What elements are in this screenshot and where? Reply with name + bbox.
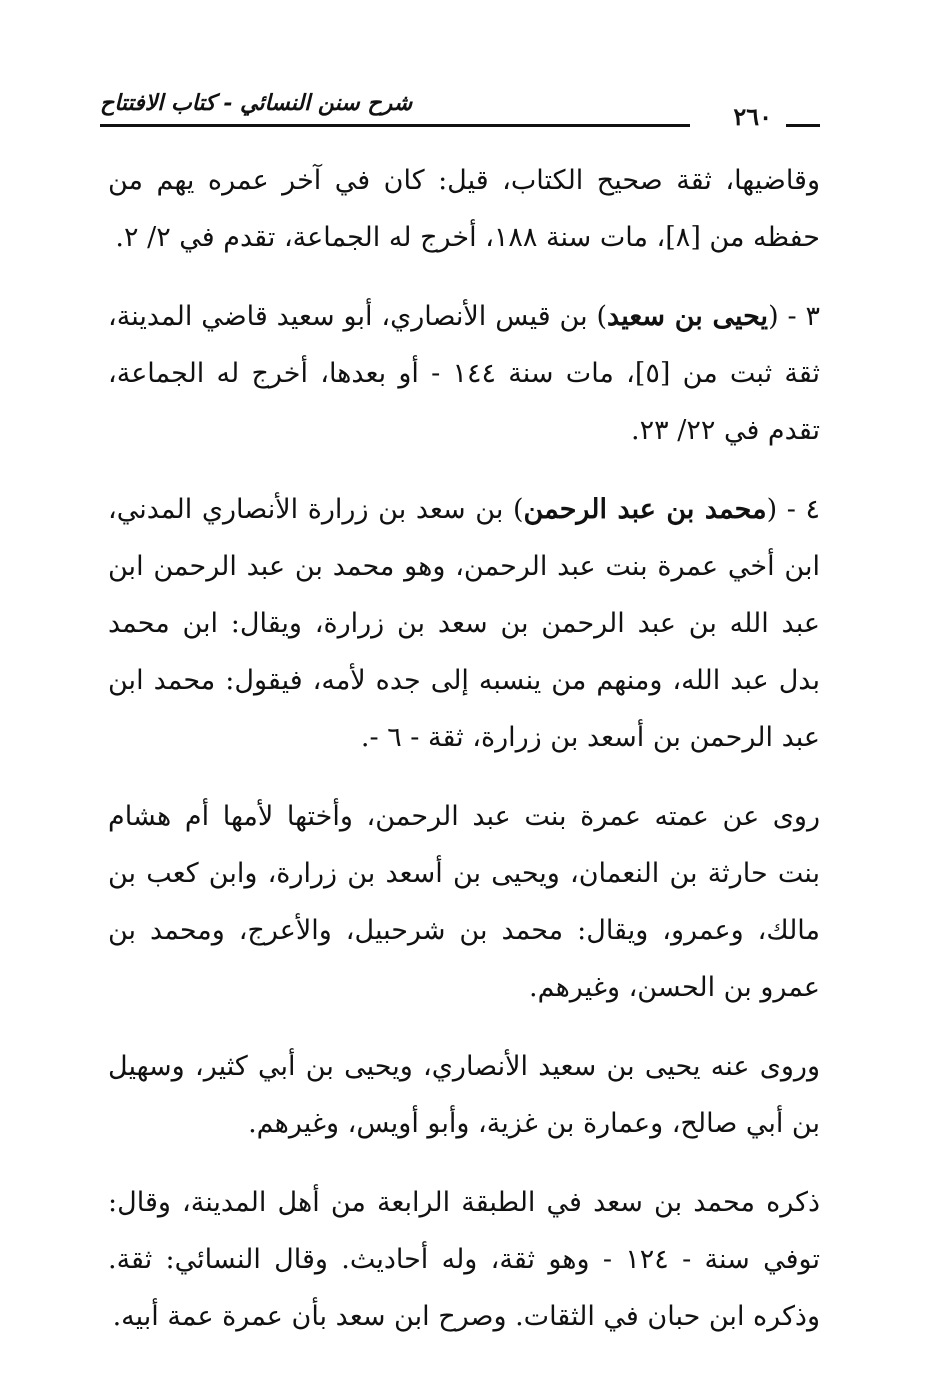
page-number: ٢٦٠ <box>733 102 772 131</box>
header-title: شرح سنن النسائي - كتاب الافتتاح <box>100 90 413 116</box>
paragraph-2 <box>108 288 820 459</box>
narrator-name: يحيى بن سعيد <box>607 301 769 332</box>
running-header <box>100 88 820 132</box>
paragraph-3 <box>108 481 820 766</box>
paragraph-1: وقاضيها، ثقة صحيح الكتاب، قيل: كان في آخر عمره يهم من حفظه من [٨]، مات سنة ١٨٨، أخرج له الجماعة، تقدم في ٢/ ٢. <box>108 165 820 253</box>
entry-text: ) بن قيس الأنصاري، أبو سعيد قاضي المدينة، ثقة ثبت من [٥]، مات سنة ١٤٤ - أو بعدها، أخرج له الجماعة، تقدم في ٢٢/ ٢٣. <box>108 301 820 446</box>
header-rule <box>100 124 690 127</box>
header-rule-short <box>786 124 820 127</box>
paragraph-5: وروى عنه يحيى بن سعيد الأنصاري، ويحيى بن أبي كثير، وسهيل بن أبي صالح، وعمارة بن غزية، وأبو أويس، وغيرهم. <box>108 1051 820 1139</box>
entry-text: ) بن سعد بن زرارة الأنصاري المدني، ابن أخي عمرة بنت عبد الرحمن، وهو محمد بن عبد الرحمن ابن عبد الله بن عبد الرحمن بن سعد بن زرارة، ويقال: ابن محمد بدل عبد الله، ومنهم من ينسبه إلى جده لأمه، فيقول: محمد ابن عبد الرحمن بن أسعد بن زرارة، ثقة - ٦ -. <box>108 494 820 753</box>
entry-number: ٣ - ( <box>768 301 820 332</box>
narrator-name: محمد بن عبد الرحمن <box>523 494 767 525</box>
paragraph-4: روى عن عمته عمرة بنت عبد الرحمن، وأختها لأمها أم هشام بنت حارثة بن النعمان، ويحيى بن أسعد بن زرارة، وابن كعب بن مالك، وعمرو، ويقال: محمد بن شرحبيل، والأعرج، ومحمد بن عمرو بن الحسن، وغيرهم. <box>108 801 820 1003</box>
paragraph-6: ذكره محمد بن سعد في الطبقة الرابعة من أهل المدينة، وقال: توفي سنة - ١٢٤ - وهو ثقة، وله أحاديث. وقال النسائي: ثقة. وذكره ابن حبان في الثقات. وصرح ابن سعد بأن عمرة عمة أبيه. <box>108 1187 820 1332</box>
entry-number: ٤ - ( <box>766 494 821 525</box>
body-text <box>108 152 820 1367</box>
